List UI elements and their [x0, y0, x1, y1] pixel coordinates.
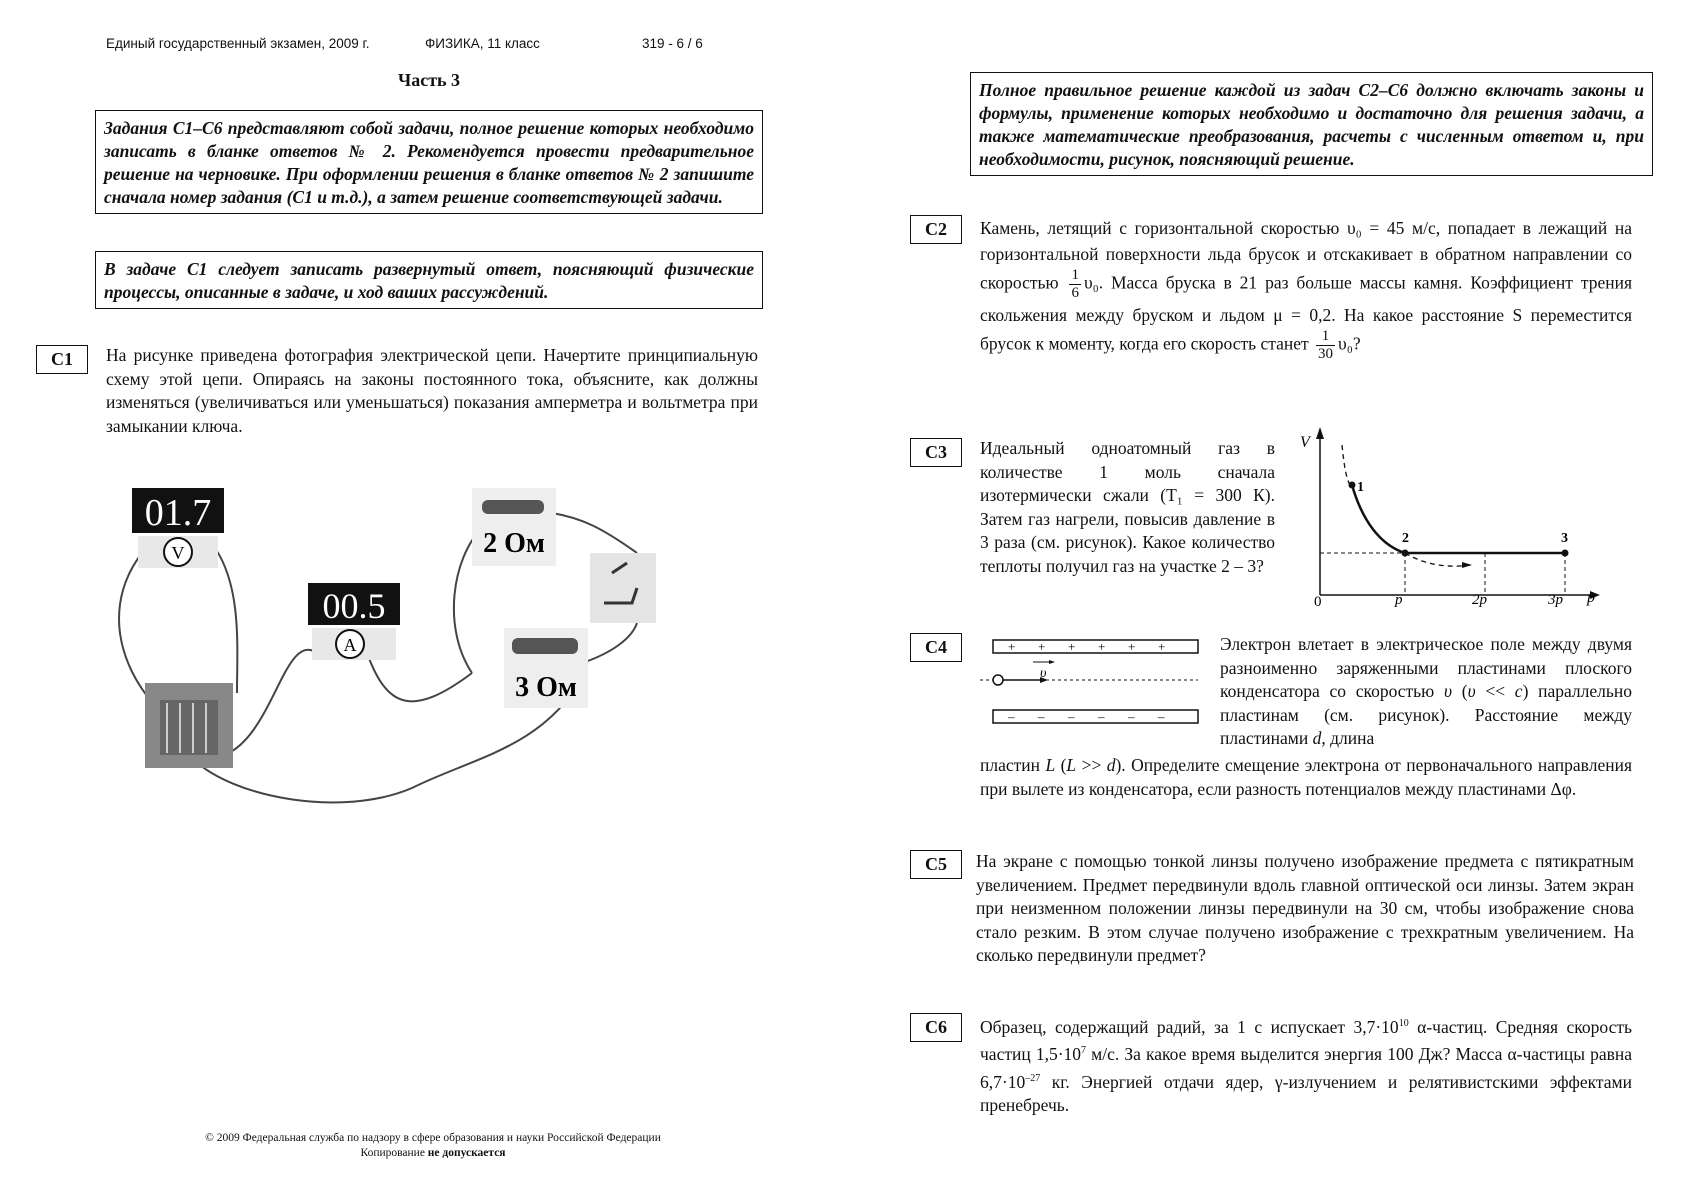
fraction-1-30: $\frac{1}{30}$ — [1318, 328, 1334, 362]
graph-tick-p: p — [1395, 592, 1403, 608]
task-label-c1: С1 — [36, 345, 88, 374]
graph-point-2 — [1402, 550, 1409, 557]
plus-sign: + — [1038, 639, 1046, 654]
graph-tick-3p: 3p — [1548, 592, 1563, 608]
graph-y-label: V — [1300, 434, 1310, 451]
header-exam: Единый государственный экзамен, 2009 г. — [106, 36, 370, 51]
c3-pv-graph — [1290, 425, 1605, 610]
task-c2-part2: υ₀. Масса бруска в 21 раз больше массы камня. Коэффициент трения скольжения между бруском и льдом μ = 0,2. На какое расстояние S переместится брусок к моменту, когда его скорость станет — [980, 272, 1632, 354]
task-c2-part3: υ₀? — [1338, 333, 1361, 354]
intro-box: Задания С1–С6 представляют собой задачи, полное решение которых необходимо записать в бланке ответов № 2. Рекомендуется провести предварительное решение на черновике. При оформлении решения в бланке ответов № 2 запишите сначала номер задания (С1 и т.д.), а затем решение соответствующей задачи. — [95, 110, 763, 214]
velocity-label: υ — [1040, 666, 1047, 681]
voltmeter-symbol: V — [171, 543, 185, 563]
ammeter-reading: 00.5 — [322, 586, 386, 626]
task-c3-text: Идеальный одноатомный газ в количестве 1 моль сначала изотермически сжали (T₁ = 300 К). Затем газ нагрели, повысив давление в 3 раза (см. рисунок). Какое количество теплоты получил газ на участке 2 – 3? — [980, 438, 1275, 576]
header-subject: ФИЗИКА, 11 класс — [425, 36, 540, 51]
task-c4-text-bottom: пластин L (L >> d). Определите смещение электрона от первоначального направления при вылете из конденсатора, если разность потенциалов между пластинами Δφ. — [980, 755, 1632, 799]
header-code: 319 - 6 / 6 — [642, 36, 703, 51]
plus-sign: + — [1068, 639, 1076, 654]
graph-origin: 0 — [1314, 594, 1322, 610]
task-label-c5: С5 — [910, 850, 962, 879]
electron — [993, 675, 1003, 685]
positive-plate — [993, 640, 1198, 653]
plus-sign: + — [1098, 639, 1106, 654]
plus-sign: + — [1158, 639, 1166, 654]
graph-point-1 — [1349, 482, 1356, 489]
voltmeter-reading: 01.7 — [144, 492, 212, 534]
task-c2-text — [980, 215, 1632, 363]
minus-sign: – — [1038, 709, 1045, 724]
graph-tick-2p: 2p — [1472, 592, 1487, 608]
minus-sign: – — [1128, 709, 1135, 724]
graph-point-3 — [1562, 550, 1569, 557]
footer-copyright: © 2009 Федеральная служба по надзору в сфере образования и науки Российской Федерации — [205, 1132, 661, 1144]
task-c4-text-top: Электрон влетает в электрическое поле между двумя разноименно заряженными пластинами плоского конденсатора со скоростью υ (υ << c) параллельно пластинам (см. рисунок). Расстояние между пластинами d, длина — [1220, 634, 1632, 748]
graph-point-1-label: 1 — [1357, 480, 1364, 495]
c1-instruction-box: В задаче С1 следует записать развернутый ответ, поясняющий физические процессы, описанные в задаче, и ход ваших рассуждений. — [95, 251, 763, 309]
graph-point-3-label: 3 — [1561, 531, 1568, 546]
minus-sign: – — [1098, 709, 1105, 724]
footer — [168, 1131, 698, 1161]
switch — [590, 553, 656, 623]
task-c1-text: На рисунке приведена фотография электрической цепи. Начертите принципиальную схему этой цепи. Опираясь на законы постоянного тока, объясните, как должны изменяться (увеличиваться или уменьшаться) показания амперметра и вольтметра при замыкании ключа. — [106, 345, 758, 436]
right-instruction-box: Полное правильное решение каждой из задач С2–С6 должно включать законы и формулы, применение которых необходимо и достаточно для решения задачи, а также математические преобразования, расчеты с численным ответом и, при необходимости, рисунок, поясняющий решение. — [970, 72, 1653, 176]
task-label-c3: С3 — [910, 438, 962, 467]
circuit-photo — [112, 478, 672, 830]
negative-plate — [993, 710, 1198, 723]
minus-sign: – — [1008, 709, 1015, 724]
minus-sign: – — [1158, 709, 1165, 724]
c4-capacitor-figure — [978, 632, 1208, 727]
resistor-3ohm-label: 3 Ом — [515, 672, 577, 703]
part-title: Часть 3 — [398, 70, 461, 90]
task-c6-text: Образец, содержащий радий, за 1 с испускает $3,7\cdot 10^{10}$ α-частиц. Средняя скорость частиц $1,5\cdot 10^7$ м/с. За какое время выделится энергия 100 Дж? Масса α-частицы равна $6,7\cdot 10^{-27}$ кг. Энергией отдачи ядер, γ-излучением и релятивистскими эффектами пренебречь. — [980, 1016, 1632, 1115]
plus-sign: + — [1128, 639, 1136, 654]
minus-sign: – — [1068, 709, 1075, 724]
graph-x-label: p — [1587, 589, 1595, 606]
fraction-1-6: $\frac{1}{6}$ — [1071, 267, 1079, 301]
task-label-c2: С2 — [910, 215, 962, 244]
task-label-c6: С6 — [910, 1013, 962, 1042]
resistor-2ohm-label: 2 Ом — [483, 528, 545, 559]
graph-point-2-label: 2 — [1402, 531, 1409, 546]
task-c5-text: На экране с помощью тонкой линзы получено изображение предмета с пятикратным увеличением. Предмет передвинули вдоль главной оптической оси линзы. Затем экран при неизменном положении линзы передвинули на 30 см, чтобы изображение снова стало резким. В этом случае получено изображение с трехкратным увеличением. На сколько передвинули предмет? — [976, 851, 1634, 965]
task-label-c4: С4 — [910, 633, 962, 662]
footer-copying: Копирование не допускается — [360, 1147, 506, 1159]
plus-sign: + — [1008, 639, 1016, 654]
task-c2-part1: Камень, летящий с горизонтальной скоростью υ₀ = 45 м/с, попадает в лежащий на горизонтальной поверхности льда брусок и отскакивает в обратном направлении со скоростью — [980, 218, 1632, 293]
ammeter-symbol: A — [343, 635, 357, 655]
